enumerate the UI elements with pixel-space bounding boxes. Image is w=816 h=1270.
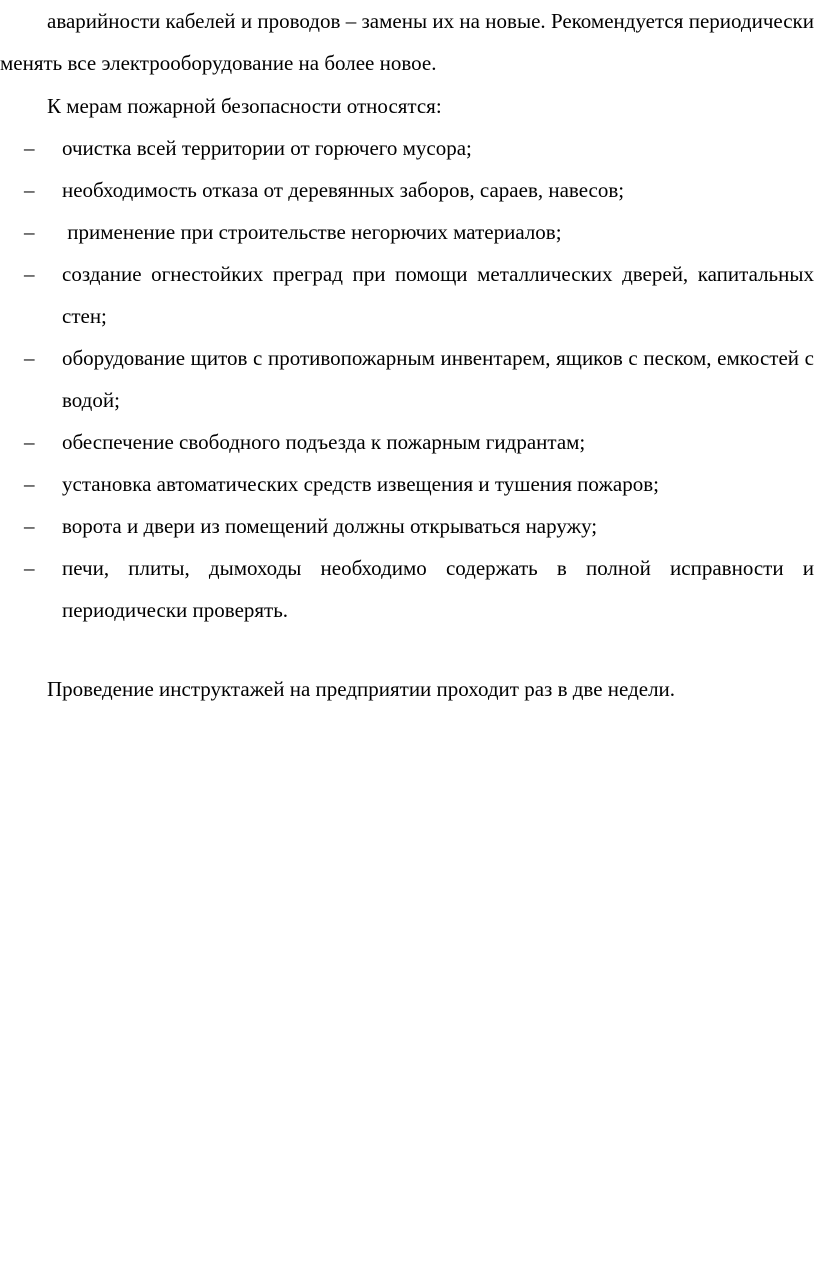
list-item	[0, 211, 814, 253]
paragraph-continued: аварийности кабелей и проводов – замены их на новые. Рекомендуется периодически менять все электрооборудование на более новое.	[0, 9, 814, 75]
fire-safety-measures-list	[0, 127, 814, 631]
list-item	[0, 547, 814, 631]
dash-bullet: –	[24, 430, 35, 454]
list-item	[0, 337, 814, 421]
list-item	[0, 127, 814, 169]
list-item	[0, 421, 814, 463]
list-item-text: ворота и двери из помещений должны открываться наружу;	[62, 514, 598, 538]
list-item	[0, 463, 814, 505]
list-item-text: печи, плиты, дымоходы необходимо содержать в полной исправности и периодически проверять.	[62, 556, 814, 622]
dash-bullet: –	[24, 136, 35, 160]
dash-bullet: –	[24, 514, 35, 538]
list-item-text: обеспечение свободного подъезда к пожарным гидрантам;	[62, 430, 586, 454]
dash-bullet: –	[24, 556, 35, 580]
list-item-text: оборудование щитов с противопожарным инвентарем, ящиков с песком, емкостей с водой;	[62, 346, 814, 412]
dash-bullet: –	[24, 346, 35, 370]
list-item-text: очистка всей территории от горючего мусора;	[62, 136, 472, 160]
list-item	[0, 505, 814, 547]
measures-intro: К мерам пожарной безопасности относятся:	[47, 94, 442, 118]
list-item-text: необходимость отказа от деревянных заборов, сараев, навесов;	[62, 178, 625, 202]
list-item-text: применение при строительстве негорючих материалов;	[62, 220, 562, 244]
list-item-text: создание огнестойких преград при помощи металлических дверей, капитальных стен;	[62, 262, 814, 328]
dash-bullet: –	[24, 220, 35, 244]
list-item	[0, 169, 814, 211]
list-item-text: установка автоматических средств извещения и тушения пожаров;	[62, 472, 659, 496]
list-item	[0, 253, 814, 337]
closing-paragraph: Проведение инструктажей на предприятии проходит раз в две недели.	[47, 677, 676, 701]
dash-bullet: –	[24, 472, 35, 496]
dash-bullet: –	[24, 178, 35, 202]
dash-bullet: –	[24, 262, 35, 286]
